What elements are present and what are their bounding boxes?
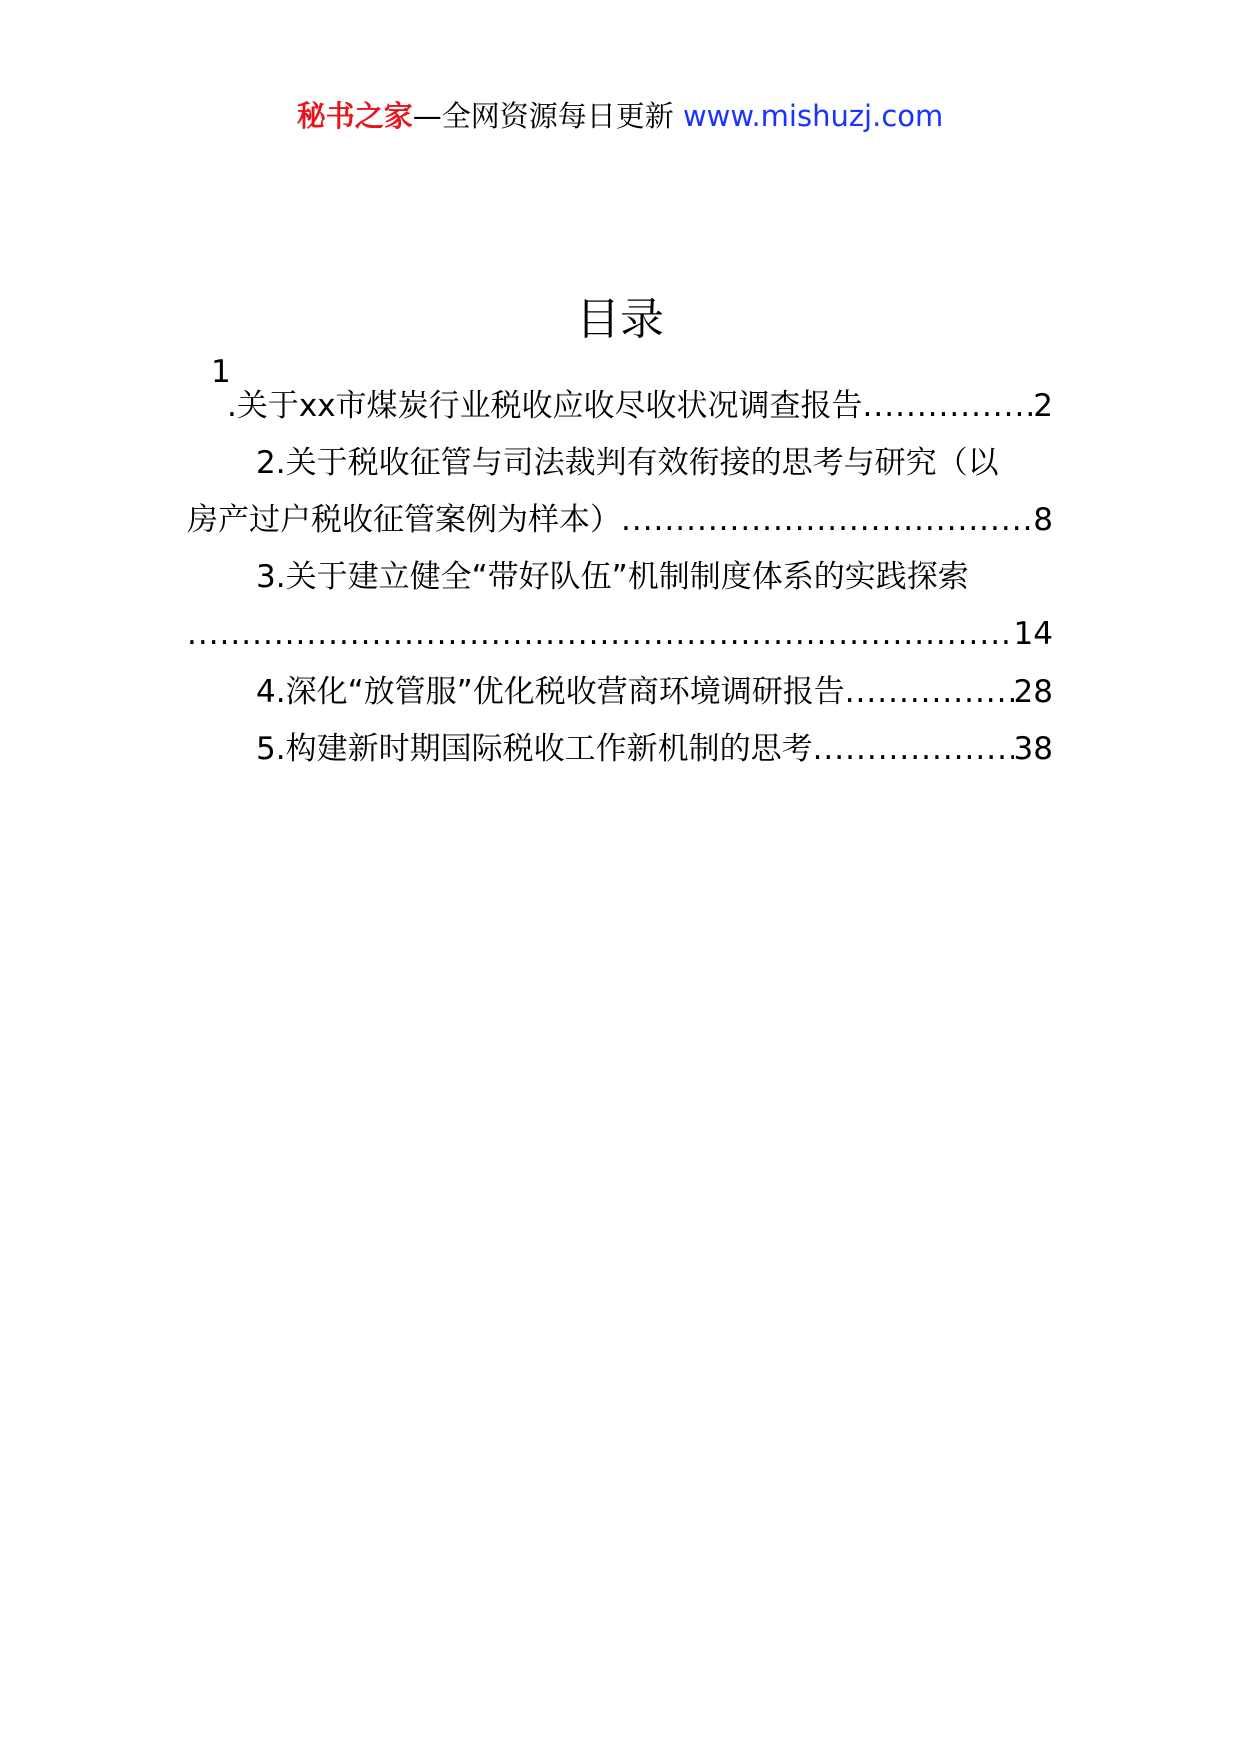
toc-entry-5[interactable] [187,717,1053,781]
toc-entry-title: 3.关于建立健全“带好队伍”机制制度体系的实践探索 [256,559,969,595]
toc-entry-page: 8 [1033,502,1053,538]
toc-entry-title: 5.构建新时期国际税收工作新机制的思考 [256,731,813,767]
toc-entry-1[interactable] [187,374,1053,438]
toc-leader-dots [845,660,1014,724]
toc-lead-number: 1 [211,354,231,390]
toc-leader-dots [621,488,1033,552]
site-url-link[interactable]: www.mishuzj.com [682,99,944,133]
toc-leader-dots [863,374,1034,438]
site-header [0,96,1240,136]
toc-entry-3-line-1[interactable] [187,545,1053,609]
toc-entry-3-line-2[interactable] [187,602,1053,666]
toc-entry-2-line-1[interactable] [187,431,1053,495]
toc-entry-title: .关于xx市煤炭行业税收应收尽收状况调查报告 [227,388,863,424]
toc-leader-dots [813,717,1014,781]
toc-entry-title-continued: 房产过户税收征管案例为样本） [187,502,621,538]
toc-entry-page: 14 [1013,616,1053,652]
page-title: 目录 [576,294,664,345]
toc-entry-title: 4.深化“放管服”优化税收营商环境调研报告 [256,674,845,710]
header-tagline: —全网资源每日更新 [412,99,674,133]
toc-entry-4[interactable] [187,660,1053,724]
toc-entry-page: 2 [1033,388,1053,424]
toc-entry-page: 28 [1013,674,1053,710]
toc-entry-page: 38 [1013,731,1053,767]
brand-name: 秘书之家 [296,99,413,133]
toc-entry-title: 2.关于税收征管与司法裁判有效衔接的思考与研究（以 [256,445,999,481]
toc-entry-2-line-2[interactable] [187,488,1053,552]
toc-leader-dots [187,602,1014,666]
